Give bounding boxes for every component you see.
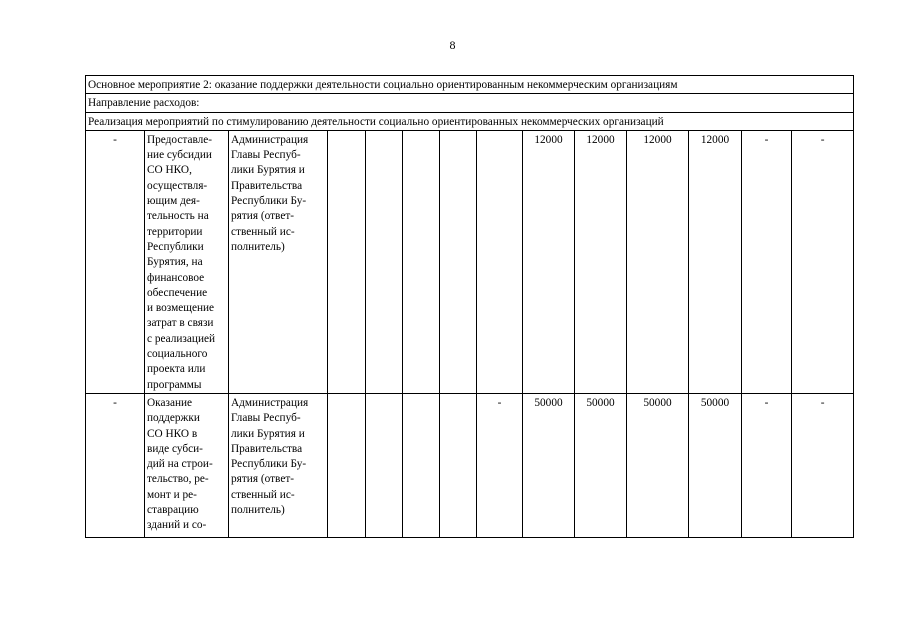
text-line: ственный ис- [231, 225, 295, 238]
table-cell [366, 393, 403, 537]
text-line: монт и ре- [147, 488, 197, 501]
text-line: с реализацией [147, 332, 216, 345]
text-line: ние субсидии [147, 149, 212, 162]
text-line: финансовое [147, 271, 205, 284]
main-activity-heading: Основное мероприятие 2: оказание поддержки деятельности социально ориентированным некоммерческим организациям [86, 76, 854, 94]
text-line: ставрацию [147, 504, 199, 517]
text-line: Бурятия, на [147, 256, 203, 269]
value-cell: 50000 [523, 393, 575, 537]
text-line: проекта или [147, 363, 206, 376]
text-line: СО НКО в [147, 427, 198, 440]
text-line: ственный ис- [231, 488, 295, 501]
header-row-expense-direction [86, 94, 854, 112]
text-line: Республики Бу- [231, 195, 307, 208]
text-line: Главы Респуб- [231, 412, 301, 425]
program-table [85, 75, 854, 538]
text-line: поддержки [147, 412, 200, 425]
header-row-main-activity [86, 76, 854, 94]
table-cell [403, 393, 440, 537]
text-line: полнитель) [231, 240, 285, 253]
text-line: виде субси- [147, 442, 203, 455]
table-cell [328, 130, 366, 393]
table-cell: - [477, 393, 523, 537]
text-line: затрат в связи [147, 317, 214, 330]
expense-direction-heading: Направление расходов: [86, 94, 854, 112]
table-cell [440, 393, 477, 537]
page-number: 8 [449, 38, 456, 52]
text-line: Администрация [231, 133, 309, 146]
table-cell [328, 393, 366, 537]
value-cell: 50000 [627, 393, 689, 537]
text-line: рятия (ответ- [231, 210, 295, 223]
row-number: - [86, 130, 145, 393]
value-cell: 12000 [627, 130, 689, 393]
table-cell [366, 130, 403, 393]
value-cell: 12000 [523, 130, 575, 393]
table-cell: - [742, 130, 792, 393]
table-cell [440, 130, 477, 393]
text-line: Республики [147, 240, 204, 253]
measure-name [145, 393, 229, 537]
text-line: Оказание [147, 396, 193, 409]
text-line: Правительства [231, 442, 303, 455]
implementation-heading: Реализация мероприятий по стимулированию деятельности социально ориентированных некоммерческих организаций [86, 112, 854, 130]
text-line: ющим дея- [147, 195, 200, 208]
header-row-implementation [86, 112, 854, 130]
table-row [86, 393, 854, 537]
table-cell [477, 130, 523, 393]
text-line: осуществля- [147, 179, 208, 192]
text-line: полнитель) [231, 504, 285, 517]
text-line: Предоставле- [147, 133, 213, 146]
text-line: Главы Респуб- [231, 149, 301, 162]
text-line: тельность на [147, 210, 209, 223]
value-cell: 50000 [575, 393, 627, 537]
responsible-executor [229, 130, 328, 393]
table-cell: - [742, 393, 792, 537]
text-line: лики Бурятия и [231, 427, 305, 440]
text-line: социального [147, 348, 208, 361]
row-number: - [86, 393, 145, 537]
text-line: СО НКО, [147, 164, 192, 177]
measure-name [145, 130, 229, 393]
text-line: зданий и со- [147, 519, 207, 532]
table-cell [403, 130, 440, 393]
value-cell: 50000 [689, 393, 742, 537]
text-line: рятия (ответ- [231, 473, 295, 486]
value-cell: 12000 [689, 130, 742, 393]
text-line: программы [147, 378, 202, 391]
text-line: Республики Бу- [231, 458, 307, 471]
text-line: территории [147, 225, 203, 238]
table-row [86, 130, 854, 393]
text-line: тельство, ре- [147, 473, 209, 486]
value-cell: 12000 [575, 130, 627, 393]
text-line: лики Бурятия и [231, 164, 305, 177]
table-cell: - [792, 130, 854, 393]
text-line: Администрация [231, 396, 309, 409]
table-cell: - [792, 393, 854, 537]
text-line: Правительства [231, 179, 303, 192]
text-line: и возмещение [147, 302, 215, 315]
responsible-executor [229, 393, 328, 537]
text-line: обеспечение [147, 286, 208, 299]
text-line: дий на строи- [147, 458, 213, 471]
